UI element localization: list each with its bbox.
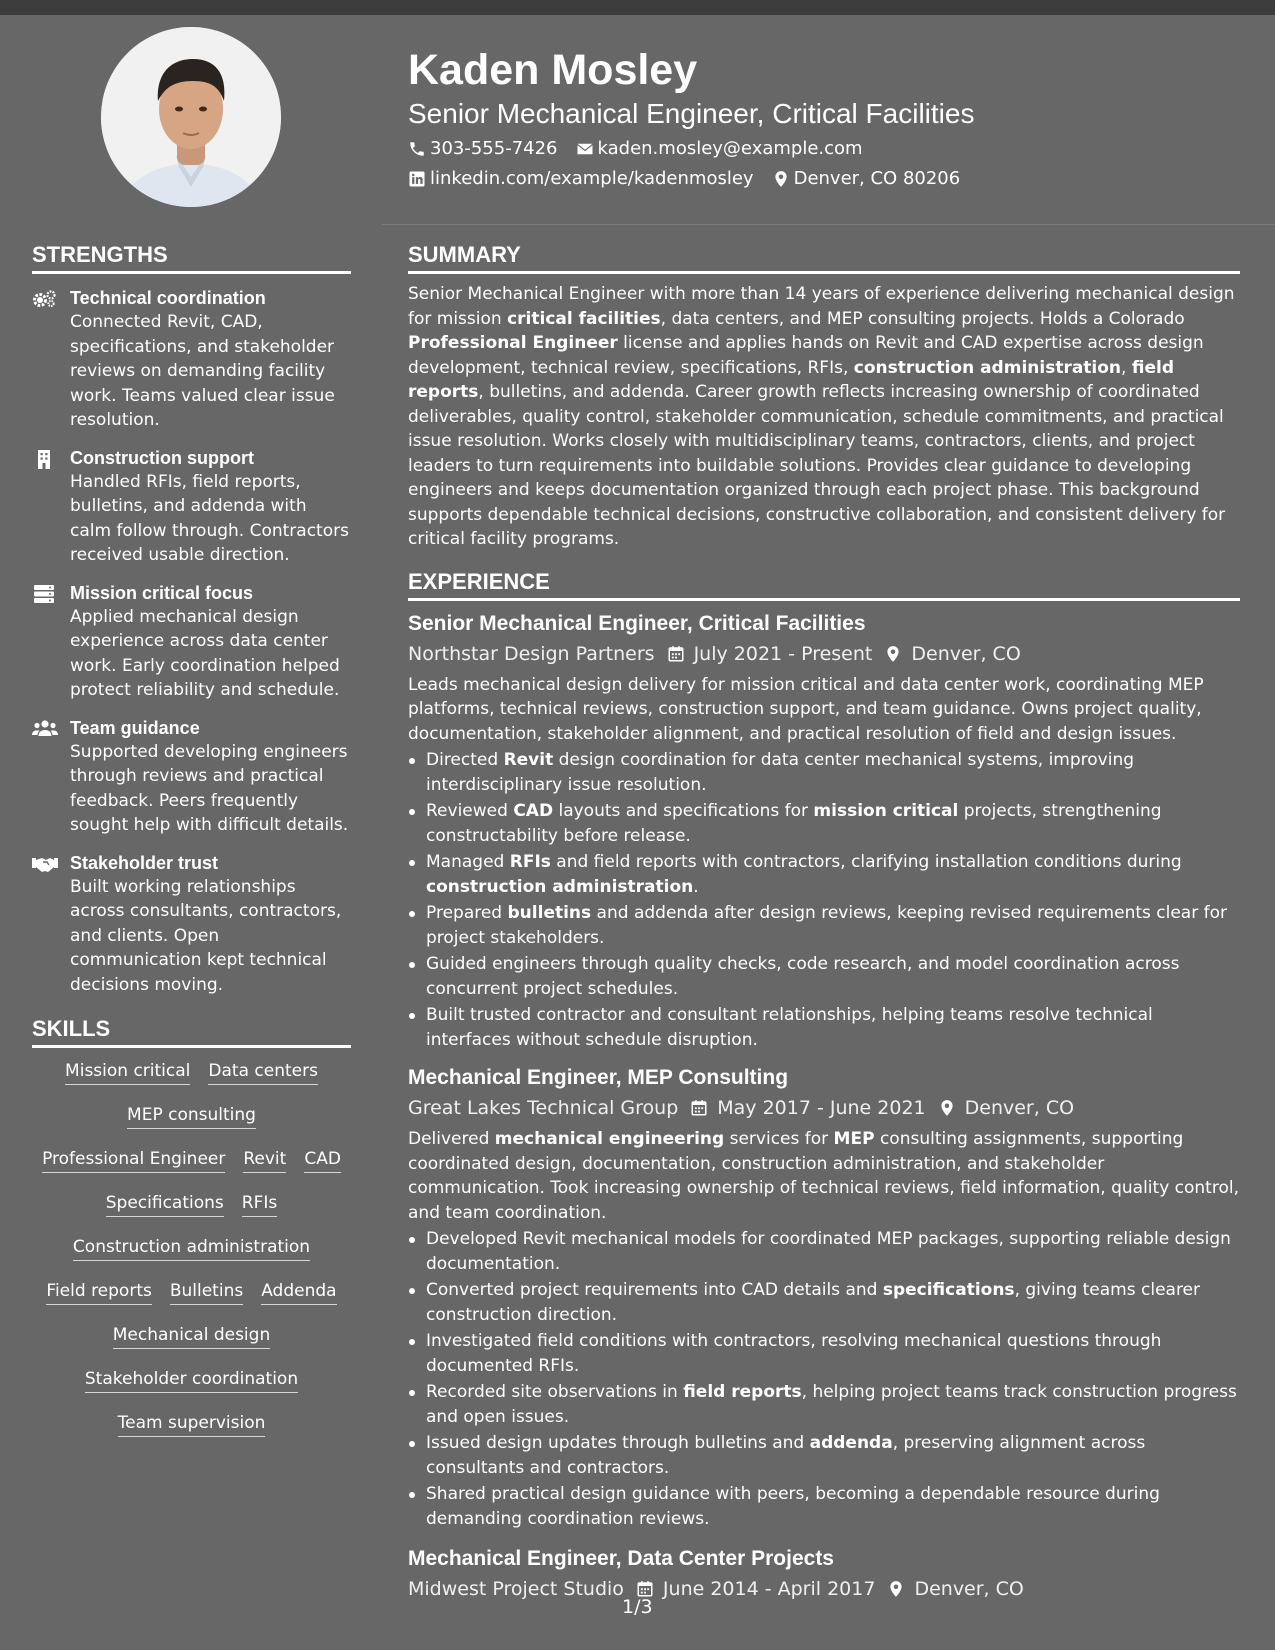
skill-tag: CAD: [304, 1148, 341, 1173]
skill-tag: Professional Engineer: [42, 1148, 225, 1173]
job-bullet: Guided engineers through quality checks, code research, and model coordination across concurrent project schedules.: [408, 952, 1240, 1001]
handshake-icon: [32, 854, 58, 874]
skills-heading: SKILLS: [32, 1016, 351, 1048]
skill-tag: Revit: [243, 1148, 286, 1173]
users-icon: [32, 719, 58, 739]
job-location: Denver, CO: [914, 1578, 1024, 1600]
job-location: Denver, CO: [911, 642, 1021, 665]
job-title: Mechanical Engineer, Data Center Projects: [408, 1547, 834, 1570]
job-bullet: Investigated field conditions with contractors, resolving mechanical questions through documented RFIs.: [408, 1329, 1240, 1378]
phone-icon: [408, 140, 426, 158]
job-bullets: [408, 748, 1240, 1052]
job-bullets: [408, 1227, 1240, 1531]
strength-title: Mission critical focus: [70, 582, 254, 603]
experience-heading: EXPERIENCE: [408, 569, 1240, 601]
linkedin-icon: [408, 170, 426, 188]
contact-row-2: [408, 167, 1248, 191]
strength-title: Team guidance: [70, 717, 200, 738]
company-name: Midwest Project Studio: [408, 1578, 624, 1600]
job-bullet: Converted project requirements into CAD details and specifications, giving teams clearer construction direction.: [408, 1278, 1240, 1327]
skill-tag: RFIs: [242, 1192, 277, 1217]
job-description: Delivered mechanical engineering services for MEP consulting assignments, supporting coordinated design, documentation, construction administration, and stakeholder communication. Took increasing ownership of technical reviews, field information, quality control, and team coordination.: [408, 1129, 1239, 1223]
strength-item: [32, 581, 351, 703]
job-bullet: Shared practical design guidance with peers, becoming a dependable resource during demanding coordination reviews.: [408, 1482, 1240, 1531]
strength-desc: Supported developing engineers through reviews and practical feedback. Peers frequently sought help with difficult details.: [70, 741, 349, 835]
strength-item: [32, 851, 351, 998]
job-bullet: Managed RFIs and field reports with contractors, clarifying installation conditions during construction administration.: [408, 850, 1240, 899]
summary-heading: SUMMARY: [408, 242, 1240, 274]
map-marker-icon: [772, 170, 790, 188]
phone-contact: [408, 137, 558, 161]
location-contact: [772, 167, 961, 191]
linkedin-text[interactable]: linkedin.com/example/kadenmosley: [430, 168, 754, 189]
strength-desc: Built working relationships across consultants, contractors, and clients. Open communication kept technical decisions moving.: [70, 876, 342, 995]
skill-tag: Stakeholder coordination: [85, 1368, 298, 1393]
strength-desc: Applied mechanical design experience across data center work. Early coordination helped protect reliability and schedule.: [70, 606, 340, 700]
company-name: Great Lakes Technical Group: [408, 1097, 679, 1119]
calendar-icon: [690, 1099, 708, 1117]
job-bullet: Directed Revit design coordination for data center mechanical systems, improving interdisciplinary issue resolution.: [408, 748, 1240, 797]
map-marker-icon: [884, 645, 902, 663]
skill-row: [32, 1060, 351, 1085]
strength-title: Technical coordination: [70, 288, 266, 308]
strength-title: Construction support: [70, 447, 254, 468]
strength-title: Stakeholder trust: [70, 852, 219, 873]
page-number: 1/3: [622, 1596, 653, 1618]
skill-row: [32, 1148, 351, 1173]
skill-tag: Bulletins: [170, 1280, 243, 1305]
skill-tag: Addenda: [261, 1280, 336, 1305]
map-marker-icon: [887, 1580, 905, 1598]
linkedin-contact[interactable]: [408, 167, 754, 191]
strengths-heading: STRENGTHS: [32, 242, 351, 274]
strength-desc: Connected Revit, CAD, specifications, and stakeholder reviews on demanding facility work. Teams valued clear issue resolution.: [70, 312, 335, 430]
building-icon: [32, 449, 56, 469]
left-column: [32, 242, 351, 1456]
job-entry: [408, 610, 1240, 1053]
header-divider: [382, 224, 1275, 225]
job-bullet: Prepared bulletins and addenda after design reviews, keeping revised requirements clear for project stakeholders.: [408, 901, 1240, 950]
job-title: Mechanical Engineer, MEP Consulting: [408, 1066, 789, 1089]
email-contact[interactable]: [576, 137, 863, 161]
company-name: Northstar Design Partners: [408, 642, 655, 665]
job-dates: June 2014 - April 2017: [662, 1578, 876, 1600]
job-bullet: Built trusted contractor and consultant relationships, helping teams resolve technical interfaces without schedule disruption.: [408, 1003, 1240, 1052]
skill-row: [32, 1412, 351, 1437]
job-title: Senior Mechanical Engineer, Critical Facilities: [408, 611, 866, 635]
job-entry: [408, 1545, 1240, 1602]
job-dates: July 2021 - Present: [693, 642, 873, 665]
calendar-icon: [667, 645, 685, 663]
skill-tag: Mechanical design: [113, 1324, 270, 1349]
candidate-name: Kaden Mosley: [408, 46, 698, 94]
skills-list: [32, 1060, 351, 1437]
job-dates: May 2017 - June 2021: [717, 1097, 926, 1119]
job-bullet: Issued design updates through bulletins and addenda, preserving alignment across consultants and contractors.: [408, 1431, 1240, 1480]
skill-tag: Team supervision: [118, 1412, 266, 1437]
strength-item: [32, 446, 351, 568]
skill-tag: Field reports: [46, 1280, 151, 1305]
strength-item: [32, 286, 351, 433]
top-bar: [0, 0, 1275, 15]
job-entry: [408, 1064, 1240, 1531]
right-column: [408, 242, 1240, 1602]
skill-row: [32, 1324, 351, 1349]
skill-tag: Mission critical: [65, 1060, 190, 1085]
job-bullet: Developed Revit mechanical models for coordinated MEP packages, supporting reliable design documentation.: [408, 1227, 1240, 1276]
skill-row: [32, 1192, 351, 1217]
job-bullet: Reviewed CAD layouts and specifications for mission critical projects, strengthening constructability before release.: [408, 799, 1240, 848]
profile-photo: [101, 27, 281, 207]
email-text[interactable]: kaden.mosley@example.com: [597, 138, 863, 159]
strength-item: [32, 716, 351, 838]
server-icon: [32, 584, 56, 604]
job-meta: [408, 1576, 1240, 1602]
candidate-title: Senior Mechanical Engineer, Critical Facilities: [408, 98, 975, 129]
skill-row: [32, 1368, 351, 1393]
contact-row-1: [408, 137, 1248, 161]
skill-tag: Construction administration: [73, 1236, 310, 1261]
skill-row: [32, 1104, 351, 1129]
job-bullet: Recorded site observations in field reports, helping project teams track construction progress and open issues.: [408, 1380, 1240, 1429]
summary-text: Senior Mechanical Engineer with more than 14 years of experience delivering mechanical design for mission critical facilities, data centers, and MEP consulting projects. Holds a Colorado Professional Engineer license and applies hands on Revit and CAD expertise across design development, technical review, specifications, RFIs, construction administration, field reports, bulletins, and addenda. Career growth reflects increasing ownership of coordinated deliverables, quality control, stakeholder communication, schedule commitments, and practical issue resolution. Works closely with multidisciplinary teams, contractors, clients, and project leaders to turn requirements into buildable solutions. Provides clear guidance to developing engineers and keeps documentation organized through each project phase. This background supports dependable technical decisions, constructive collaboration, and consistent delivery for critical facility programs.: [408, 284, 1235, 549]
job-description: Leads mechanical design delivery for mission critical and data center work, coordinating MEP platforms, technical reviews, construction support, and team guidance. Owns project quality, documentation, stakeholder alignment, and practical resolution of field and design issues.: [408, 674, 1204, 744]
resume-header: [408, 44, 1248, 191]
job-meta: [408, 1095, 1240, 1121]
job-location: Denver, CO: [964, 1097, 1075, 1119]
skill-tag: Specifications: [106, 1192, 224, 1217]
job-meta: [408, 641, 1240, 667]
skill-row: [32, 1236, 351, 1261]
envelope-icon: [576, 140, 594, 158]
map-marker-icon: [938, 1099, 956, 1117]
phone-text: 303-555-7426: [430, 138, 558, 159]
skill-row: [32, 1280, 351, 1305]
gears-icon: [32, 289, 56, 309]
skill-tag: MEP consulting: [127, 1104, 256, 1129]
strengths-list: [32, 286, 351, 997]
skill-tag: Data centers: [208, 1060, 318, 1085]
strength-desc: Handled RFIs, field reports, bulletins, and addenda with calm follow through. Contractors received usable direction.: [70, 471, 349, 565]
location-text: Denver, CO 80206: [793, 168, 961, 189]
